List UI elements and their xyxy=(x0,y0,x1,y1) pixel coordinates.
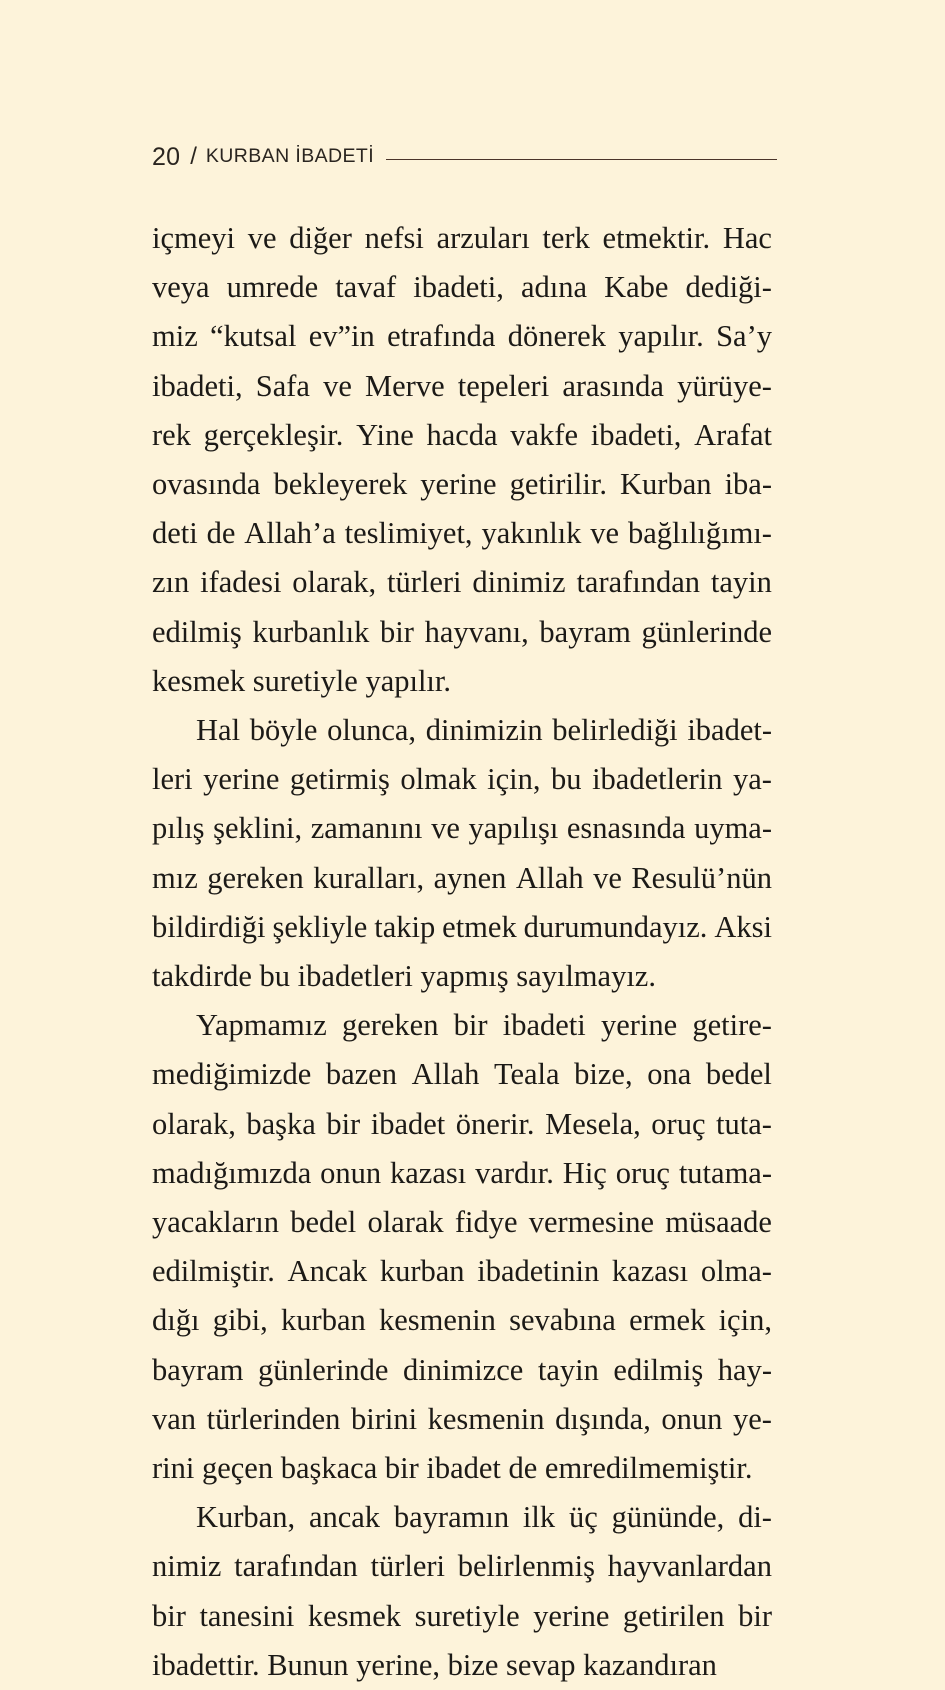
text-line: takdirde bu ibadetleri yapmış sayılmayız. xyxy=(152,959,656,994)
word: esnasında xyxy=(566,811,686,846)
word: yerine xyxy=(533,1598,610,1633)
word: tutama- xyxy=(678,1155,772,1190)
word: ibadetinin xyxy=(477,1254,600,1289)
word: önerir. xyxy=(455,1106,535,1141)
word: olunca, xyxy=(327,713,417,748)
word: olma- xyxy=(700,1254,772,1289)
word: kurban xyxy=(379,1254,465,1289)
word: türleri xyxy=(387,565,462,600)
word: van xyxy=(152,1401,197,1436)
paragraph xyxy=(152,1001,772,1493)
word: rek xyxy=(152,417,191,452)
word: hayvanı, xyxy=(424,614,529,649)
word: Kurban, xyxy=(196,1500,296,1535)
word: ve xyxy=(590,516,620,551)
text-line xyxy=(152,460,772,509)
word: dinimizin xyxy=(425,713,543,748)
word: etrafında xyxy=(387,319,496,354)
word: Aksi xyxy=(714,909,772,944)
word: bu xyxy=(551,762,582,797)
header-rule xyxy=(386,159,777,160)
word: edilmiş xyxy=(613,1352,704,1387)
word: şeklini, xyxy=(213,811,303,846)
word: kesmenin xyxy=(427,1401,545,1436)
word: adına xyxy=(520,270,588,305)
word: yerine xyxy=(203,762,280,797)
word: arasında xyxy=(562,368,664,403)
word: de xyxy=(206,516,236,551)
text-line xyxy=(152,1100,772,1149)
text-line xyxy=(152,1493,772,1542)
word: ya- xyxy=(733,762,772,797)
word: ovasında xyxy=(152,467,261,502)
word: Kabe xyxy=(604,270,669,305)
word: Teala xyxy=(493,1057,560,1092)
word: Hiç xyxy=(562,1155,607,1190)
word: miz xyxy=(152,319,198,354)
text-line xyxy=(152,1592,772,1641)
word: bayram xyxy=(539,614,631,649)
word: tepeleri xyxy=(457,368,550,403)
word: kazası xyxy=(611,1254,689,1289)
text-line xyxy=(152,362,772,411)
word: tayin xyxy=(710,565,772,600)
text-line: rini geçen başkaca bir ibadet de emredilmemiştir. xyxy=(152,1451,753,1486)
word: Merve xyxy=(365,368,445,403)
word: ve xyxy=(323,368,352,403)
word: dışında, xyxy=(555,1401,651,1436)
word: gerçekleşir. xyxy=(203,417,344,452)
word: yürüye- xyxy=(677,368,772,403)
word: için, xyxy=(487,762,541,797)
word: deti xyxy=(152,516,198,551)
word: nimiz xyxy=(152,1549,222,1584)
word: bayram xyxy=(152,1352,244,1387)
word: gibi, xyxy=(212,1303,268,1338)
word: etmektir. xyxy=(602,221,711,255)
text-line xyxy=(152,1542,772,1591)
word: şekliyle xyxy=(272,909,368,944)
word: iba- xyxy=(724,467,772,502)
word: arzuları xyxy=(436,221,530,255)
word: türlerinden xyxy=(206,1401,341,1436)
word: Yapmamız xyxy=(196,1008,327,1043)
word: oruç xyxy=(651,1106,706,1141)
text-line: kesmek suretiyle yapılır. xyxy=(152,663,451,698)
word: mediğimizde xyxy=(152,1057,312,1092)
word: yapılışı xyxy=(468,811,559,846)
word: vermesine xyxy=(528,1205,655,1240)
word: kurban xyxy=(281,1303,366,1338)
running-head-separator: / xyxy=(190,143,197,170)
word: Resulü’nün xyxy=(631,860,772,895)
word: kazası xyxy=(390,1155,467,1190)
word: müsaade xyxy=(665,1205,772,1240)
word: Hac xyxy=(722,221,772,255)
word: bir xyxy=(380,614,414,649)
word: dığı xyxy=(152,1303,200,1338)
word: pılış xyxy=(152,811,205,846)
word: bedel xyxy=(705,1057,772,1092)
word: ibadeti, xyxy=(413,270,504,305)
word: Arafat xyxy=(694,417,772,452)
text-line xyxy=(152,558,772,607)
word: ibadeti, xyxy=(590,417,682,452)
word: yacakların xyxy=(152,1205,280,1240)
word: Safa xyxy=(255,368,310,403)
text-line xyxy=(152,1247,772,1296)
text-line xyxy=(152,1395,772,1444)
word: içmeyi xyxy=(152,221,235,255)
text-line xyxy=(152,854,772,903)
word: ilk xyxy=(522,1500,556,1535)
word: Hal xyxy=(196,713,241,748)
word: Kurban xyxy=(620,467,712,502)
word: vardır. xyxy=(475,1155,554,1190)
text-line xyxy=(152,608,772,657)
word: bildirdiği xyxy=(152,909,266,944)
paragraph xyxy=(152,706,772,1001)
word: kuralları, xyxy=(313,860,425,895)
word: nefsi xyxy=(364,221,424,255)
word: getirmiş xyxy=(289,762,390,797)
word: vakfe xyxy=(510,417,579,452)
word: bize, xyxy=(574,1057,633,1092)
word: oruç xyxy=(615,1155,670,1190)
word: Allah xyxy=(515,860,584,895)
word: belirlediği xyxy=(552,713,678,748)
word: gününde, xyxy=(611,1500,725,1535)
text-line xyxy=(152,1149,772,1198)
word: onun xyxy=(661,1401,723,1436)
paragraph xyxy=(152,1493,772,1690)
text-line xyxy=(152,706,772,755)
word: bir xyxy=(326,1106,361,1141)
word: Sa’y xyxy=(716,319,772,354)
word: tavaf xyxy=(335,270,397,305)
word: uyma- xyxy=(694,811,772,846)
word: olmak xyxy=(400,762,477,797)
word: bayramın xyxy=(393,1500,510,1535)
word: madığımızda xyxy=(152,1155,312,1190)
word: edilmiştir. xyxy=(152,1254,275,1289)
text-line xyxy=(152,214,772,263)
word: bir xyxy=(152,1598,186,1633)
word: umrede xyxy=(226,270,319,305)
word: bedel xyxy=(290,1205,357,1240)
text-line xyxy=(152,903,772,952)
word: getire- xyxy=(692,1008,772,1043)
word: aynen xyxy=(433,860,507,895)
paragraph xyxy=(152,214,772,706)
word: teslimiyet, xyxy=(344,516,473,551)
word: getirilen xyxy=(622,1598,725,1633)
word: yerine xyxy=(420,467,497,502)
word: veya xyxy=(152,270,210,305)
word: bir xyxy=(453,1008,488,1043)
word: ve xyxy=(593,860,622,895)
text-line: ibadettir. Bunun yerine, bize sevap kazandıran xyxy=(152,1647,717,1682)
word: dönerek xyxy=(507,319,606,354)
word: için, xyxy=(718,1303,772,1338)
word: birini xyxy=(350,1401,418,1436)
word: suretiyle xyxy=(414,1598,520,1633)
word: onun xyxy=(320,1155,382,1190)
word: tarafından xyxy=(234,1549,358,1584)
word: durumundayız. xyxy=(523,909,708,944)
word: ibadeti, xyxy=(152,368,243,403)
word: ibadet- xyxy=(687,713,772,748)
word: Yine xyxy=(356,417,414,452)
word: ibadet xyxy=(370,1106,446,1141)
word: ye- xyxy=(732,1401,772,1436)
word: tarafından xyxy=(576,565,701,600)
word: diğer xyxy=(289,221,352,255)
word: üç xyxy=(568,1500,598,1535)
word: sevabına xyxy=(509,1303,616,1338)
text-line xyxy=(152,263,772,312)
word: gereken xyxy=(207,860,304,895)
word: yerine xyxy=(600,1008,678,1043)
word: etmek xyxy=(442,909,517,944)
word: Ancak xyxy=(287,1254,368,1289)
word: kesmenin xyxy=(378,1303,496,1338)
body-text xyxy=(152,214,772,1690)
word: tayin xyxy=(537,1352,599,1387)
word: fidye xyxy=(454,1205,518,1240)
word: ancak xyxy=(308,1500,381,1535)
running-head xyxy=(152,140,777,174)
word: dinimiz xyxy=(472,565,566,600)
word: ev”in xyxy=(308,319,375,354)
text-line xyxy=(152,509,772,558)
word: dinimizce xyxy=(403,1352,524,1387)
word: günlerinde xyxy=(258,1352,389,1387)
word: “kutsal xyxy=(210,319,297,354)
word: tanesini xyxy=(199,1598,295,1633)
word: olarak, xyxy=(152,1106,236,1141)
word: ibadetlerin xyxy=(592,762,723,797)
word: edilmiş xyxy=(152,614,242,649)
word: türleri xyxy=(370,1549,446,1584)
word: di- xyxy=(738,1500,772,1535)
word: takip xyxy=(374,909,436,944)
word: gereken xyxy=(341,1008,439,1043)
text-line xyxy=(152,1001,772,1050)
word: bazen xyxy=(325,1057,397,1092)
word: ve xyxy=(431,811,460,846)
word: zamanını xyxy=(310,811,423,846)
word: Allah xyxy=(411,1057,480,1092)
word: böyle xyxy=(249,713,318,748)
word: olarak xyxy=(367,1205,444,1240)
word: ifadesi xyxy=(200,565,282,600)
word: kesmek xyxy=(307,1598,402,1633)
chapter-title: KURBAN İBADETİ xyxy=(205,145,375,168)
word: hacda xyxy=(426,417,498,452)
word: hay- xyxy=(717,1352,772,1387)
page-number: 20 xyxy=(152,142,181,171)
text-line xyxy=(152,755,772,804)
text-line xyxy=(152,1050,772,1099)
word: kurbanlık xyxy=(252,614,370,649)
word: bekleyerek xyxy=(273,467,408,502)
text-line xyxy=(152,1198,772,1247)
word: tuta- xyxy=(716,1106,772,1141)
text-line xyxy=(152,411,772,460)
word: yakınlık xyxy=(481,516,582,551)
word: bağlılığımı- xyxy=(627,516,772,551)
word: zın xyxy=(152,565,190,600)
text-line xyxy=(152,804,772,853)
word: terk xyxy=(542,221,590,255)
word: bir xyxy=(738,1598,772,1633)
word: mız xyxy=(152,860,198,895)
word: dediği- xyxy=(685,270,772,305)
word: günlerinde xyxy=(641,614,772,649)
text-line xyxy=(152,312,772,361)
word: belirlenmiş xyxy=(457,1549,595,1584)
word: ibadeti xyxy=(502,1008,586,1043)
text-line xyxy=(152,1346,772,1395)
word: başka xyxy=(246,1106,316,1141)
word: leri xyxy=(152,762,193,797)
word: ve xyxy=(247,221,277,255)
word: ona xyxy=(647,1057,692,1092)
word: getirilir. xyxy=(509,467,607,502)
word: Mesela, xyxy=(545,1106,641,1141)
word: Allah’a xyxy=(244,516,336,551)
word: ermek xyxy=(629,1303,706,1338)
text-line xyxy=(152,1296,772,1345)
word: olarak, xyxy=(292,565,377,600)
word: hayvanlardan xyxy=(607,1549,772,1584)
word: yapılır. xyxy=(618,319,704,354)
